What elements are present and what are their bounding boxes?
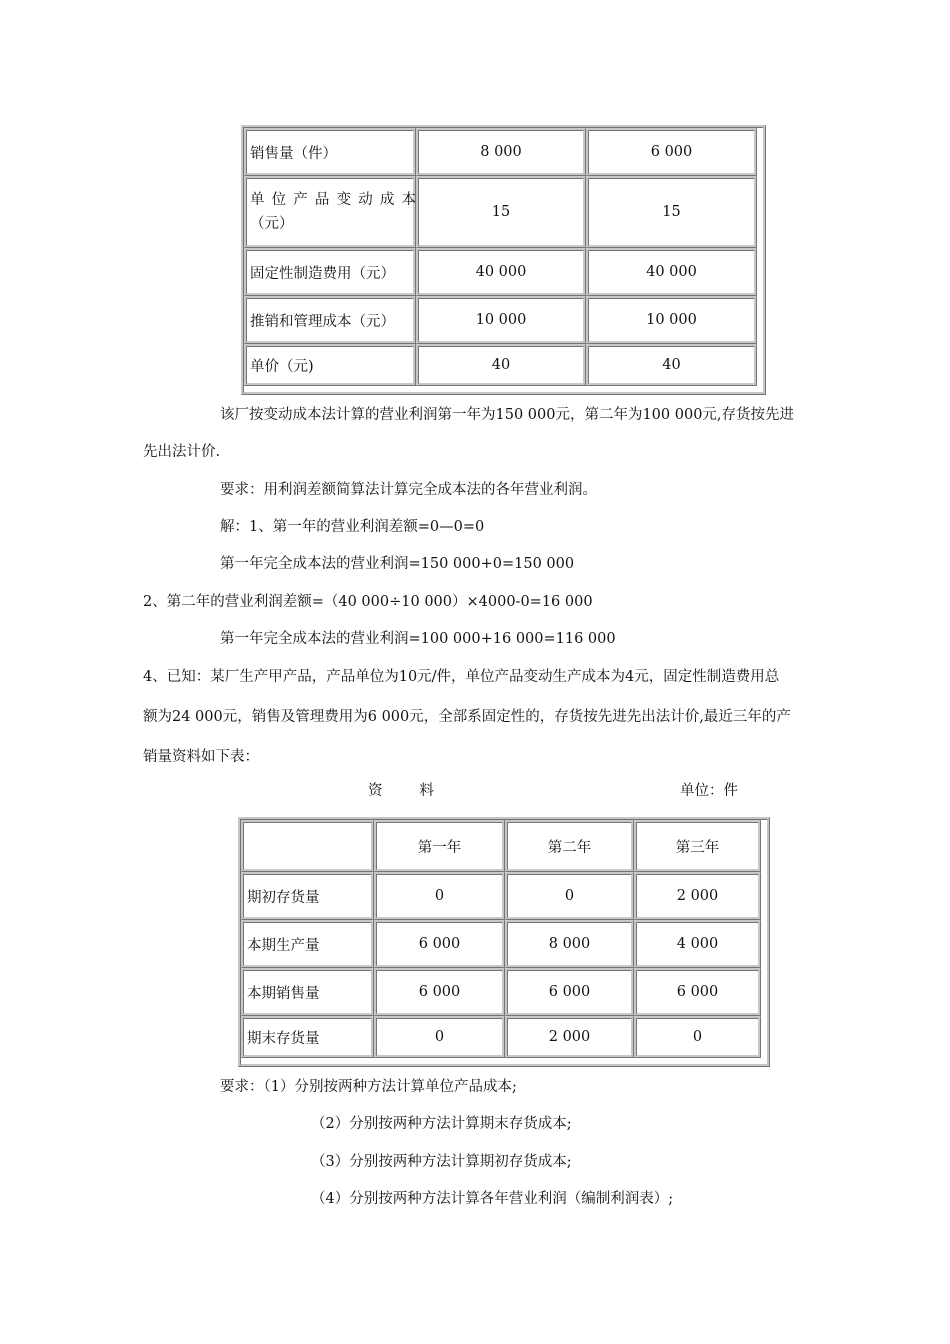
- table-cell: 40 000: [416, 248, 586, 296]
- table-cell-label: 单价（元): [244, 344, 416, 386]
- requirement-item: （4）分别按两种方法计算各年营业利润（编制利润表）;: [311, 1191, 674, 1207]
- table-cell: 10 000: [416, 296, 586, 344]
- table-cell: 4 000: [634, 920, 761, 968]
- requirement-item: （2）分别按两种方法计算期末存货成本;: [311, 1116, 572, 1132]
- table-cell-label: 本期销售量: [241, 968, 374, 1016]
- table-cell: 40: [586, 344, 757, 386]
- table-cell: 40: [416, 344, 586, 386]
- table-cell: 0: [505, 872, 634, 920]
- solution-line: 第一年完全成本法的营业利润=100 000+16 000=116 000: [220, 631, 616, 647]
- table-unit: 单位：件: [680, 783, 738, 799]
- table-cell: 8 000: [505, 920, 634, 968]
- table-cell-label: 单 位 产 品 变 动 成 本 （元）: [244, 176, 416, 248]
- table-cell: 6 000: [505, 968, 634, 1016]
- table-cell-label: 本期生产量: [241, 920, 374, 968]
- table-cell-label: 推销和管理成本（元）: [244, 296, 416, 344]
- table-cell: 2 000: [505, 1016, 634, 1058]
- table-header-cell: 第三年: [634, 820, 761, 872]
- table-cell: 15: [586, 176, 757, 248]
- table-header-cell: 第二年: [505, 820, 634, 872]
- table-cell: 2 000: [634, 872, 761, 920]
- question-line: 销量资料如下表：: [143, 749, 259, 765]
- table-cell: 6 000: [634, 968, 761, 1016]
- solution-line: 解：1、第一年的营业利润差额=0—0=0: [220, 519, 485, 535]
- solution-line: 第一年完全成本法的营业利润=150 000+0=150 000: [220, 556, 575, 572]
- table-cell-label: 销售量（件）: [244, 128, 416, 176]
- paragraph-line: 先出法计价.: [143, 444, 221, 460]
- table-cell: 6 000: [586, 128, 757, 176]
- requirement-item: 要求：（1）分别按两种方法计算单位产品成本;: [220, 1079, 517, 1095]
- solution-line: 2、第二年的营业利润差额=（40 000÷10 000）×4000-0=16 000: [143, 594, 593, 610]
- question-line: 额为24 000元，销售及管理费用为6 000元，全部系固定性的，存货按先进先出法计价,最近三年的产: [143, 709, 791, 725]
- cost-data-table: [241, 125, 766, 395]
- requirement-item: （3）分别按两种方法计算期初存货成本;: [311, 1154, 572, 1170]
- table-cell: 15: [416, 176, 586, 248]
- table-cell: 6 000: [374, 968, 505, 1016]
- requirement-text: 要求：用利润差额简算法计算完全成本法的各年营业利润。: [220, 482, 597, 498]
- paragraph-line: 该厂按变动成本法计算的营业利润第一年为150 000元，第二年为100 000元,存货按先进: [220, 407, 795, 423]
- table-cell: 10 000: [586, 296, 757, 344]
- table-cell: 6 000: [374, 920, 505, 968]
- production-sales-table: [238, 817, 770, 1067]
- table-cell: 40 000: [586, 248, 757, 296]
- question-line: 4、已知：某厂生产甲产品，产品单位为10元/件，单位产品变动生产成本为4元，固定性制造费用总: [143, 669, 780, 685]
- table-cell-label: 期末存货量: [241, 1016, 374, 1058]
- table-header-cell: [241, 820, 374, 872]
- table-cell: 0: [374, 872, 505, 920]
- table-cell: 0: [634, 1016, 761, 1058]
- table-caption: 资 料: [368, 783, 434, 799]
- table-header-cell: 第一年: [374, 820, 505, 872]
- table-cell: 8 000: [416, 128, 586, 176]
- table-cell: 0: [374, 1016, 505, 1058]
- table-cell-label: 期初存货量: [241, 872, 374, 920]
- table-cell-label: 固定性制造费用（元）: [244, 248, 416, 296]
